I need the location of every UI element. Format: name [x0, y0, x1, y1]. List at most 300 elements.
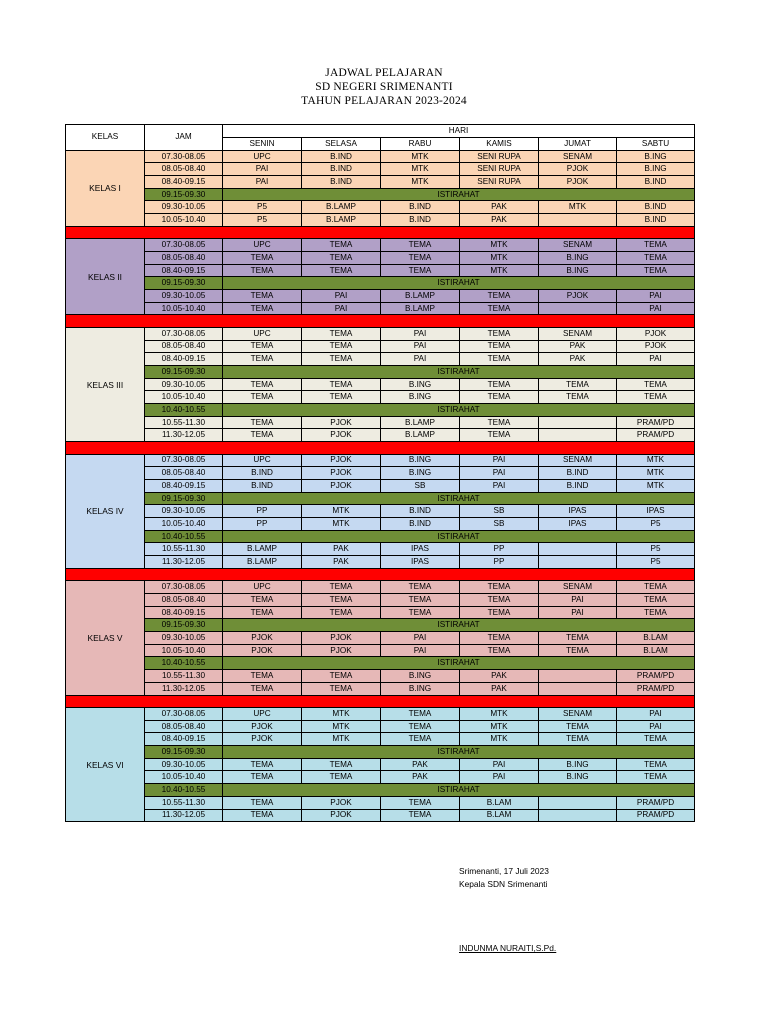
lesson-row [66, 758, 695, 771]
subject-cell [539, 796, 617, 809]
break-row [66, 746, 695, 759]
time-cell: 08.40-09.15 [145, 733, 223, 746]
subject-cell: PAI [460, 467, 539, 480]
subject-cell: UPC [223, 150, 302, 163]
subject-cell [539, 416, 617, 429]
subject-cell: TEMA [223, 758, 302, 771]
time-cell: 07.30-08.05 [145, 581, 223, 594]
title-line-2: SD NEGERI SRIMENANTI [315, 81, 453, 93]
subject-cell: PAI [617, 290, 695, 303]
subject-cell: PAI [460, 454, 539, 467]
subject-cell: PAI [381, 632, 460, 645]
subject-cell: TEMA [223, 290, 302, 303]
subject-cell: TEMA [223, 771, 302, 784]
lesson-row [66, 290, 695, 303]
time-cell: 10.55-11.30 [145, 796, 223, 809]
time-cell: 09.30-10.05 [145, 632, 223, 645]
lesson-row [66, 809, 695, 822]
time-cell: 08.40-09.15 [145, 353, 223, 366]
subject-cell: PAI [381, 353, 460, 366]
subject-cell: PAK [539, 340, 617, 353]
subject-cell: MTK [617, 480, 695, 493]
subject-cell: SENAM [539, 454, 617, 467]
subject-cell: MTK [460, 264, 539, 277]
subject-cell [539, 543, 617, 556]
time-cell: 07.30-08.05 [145, 454, 223, 467]
subject-cell: B.ING [381, 467, 460, 480]
time-cell: 11.30-12.05 [145, 809, 223, 822]
subject-cell: B.LAMP [302, 201, 381, 214]
time-cell: 09.15-09.30 [145, 492, 223, 505]
subject-cell: PAK [460, 201, 539, 214]
subject-cell: IPAS [539, 518, 617, 531]
time-cell: 09.30-10.05 [145, 290, 223, 303]
subject-cell: PJOK [223, 644, 302, 657]
time-cell: 09.15-09.30 [145, 746, 223, 759]
subject-cell: TEMA [460, 429, 539, 442]
subject-cell: TEMA [223, 429, 302, 442]
subject-cell: MTK [302, 518, 381, 531]
lesson-row [66, 454, 695, 467]
subject-cell [539, 429, 617, 442]
subject-cell: MTK [460, 239, 539, 252]
subject-cell: TEMA [539, 391, 617, 404]
separator-bar [66, 315, 695, 328]
subject-cell: B.ING [539, 758, 617, 771]
subject-cell: TEMA [539, 378, 617, 391]
subject-cell: PJOK [302, 796, 381, 809]
time-cell: 10.55-11.30 [145, 543, 223, 556]
subject-cell: TEMA [460, 327, 539, 340]
subject-cell: PAK [460, 670, 539, 683]
lesson-row [66, 340, 695, 353]
time-cell: 08.40-09.15 [145, 176, 223, 189]
subject-cell: IPAS [539, 505, 617, 518]
day-header: SENIN [223, 137, 302, 150]
lesson-row [66, 429, 695, 442]
subject-cell: TEMA [381, 594, 460, 607]
day-header: SELASA [302, 137, 381, 150]
subject-cell: SB [381, 480, 460, 493]
time-cell: 08.40-09.15 [145, 606, 223, 619]
subject-cell: B.LAMP [223, 543, 302, 556]
subject-cell: PRAM/PD [617, 429, 695, 442]
time-cell: 11.30-12.05 [145, 682, 223, 695]
subject-cell: PJOK [302, 454, 381, 467]
lesson-row [66, 353, 695, 366]
col-header-hari: HARI [223, 125, 695, 138]
subject-cell: B.LAMP [381, 302, 460, 315]
lesson-row [66, 733, 695, 746]
subject-cell: TEMA [302, 327, 381, 340]
time-cell: 08.40-09.15 [145, 264, 223, 277]
class-separator-row [66, 442, 695, 455]
subject-cell: PP [460, 556, 539, 569]
subject-cell: PAI [617, 353, 695, 366]
lesson-row [66, 391, 695, 404]
subject-cell: TEMA [302, 340, 381, 353]
time-cell: 10.05-10.40 [145, 644, 223, 657]
lesson-row [66, 581, 695, 594]
subject-cell: B.IND [381, 518, 460, 531]
subject-cell: PJOK [223, 733, 302, 746]
break-row [66, 277, 695, 290]
subject-cell: PRAM/PD [617, 416, 695, 429]
time-cell: 09.15-09.30 [145, 366, 223, 379]
time-cell: 07.30-08.05 [145, 239, 223, 252]
lesson-row [66, 163, 695, 176]
subject-cell: PAI [617, 708, 695, 721]
subject-cell: TEMA [460, 353, 539, 366]
subject-cell: PAK [381, 771, 460, 784]
subject-cell: TEMA [381, 708, 460, 721]
subject-cell: TEMA [381, 720, 460, 733]
break-label: ISTIRAHAT [223, 784, 695, 797]
break-label: ISTIRAHAT [223, 277, 695, 290]
subject-cell: TEMA [223, 809, 302, 822]
subject-cell: TEMA [302, 771, 381, 784]
subject-cell: MTK [302, 733, 381, 746]
subject-cell: PJOK [223, 632, 302, 645]
subject-cell: PAI [381, 644, 460, 657]
subject-cell: P5 [617, 518, 695, 531]
subject-cell: MTK [302, 708, 381, 721]
subject-cell: B.IND [302, 150, 381, 163]
lesson-row [66, 670, 695, 683]
subject-cell: IPAS [381, 543, 460, 556]
subject-cell: B.LAM [460, 796, 539, 809]
time-cell: 10.05-10.40 [145, 391, 223, 404]
time-cell: 09.30-10.05 [145, 505, 223, 518]
subject-cell: TEMA [460, 391, 539, 404]
subject-cell: MTK [302, 720, 381, 733]
break-row [66, 784, 695, 797]
subject-cell: TEMA [302, 252, 381, 265]
subject-cell: B.LAM [617, 632, 695, 645]
break-label: ISTIRAHAT [223, 746, 695, 759]
lesson-row [66, 606, 695, 619]
time-cell: 08.05-08.40 [145, 594, 223, 607]
subject-cell: B.ING [381, 378, 460, 391]
lesson-row [66, 594, 695, 607]
separator-bar [66, 442, 695, 455]
subject-cell: B.LAMP [381, 416, 460, 429]
subject-cell: B.IND [617, 176, 695, 189]
subject-cell: PAI [617, 302, 695, 315]
subject-cell: TEMA [617, 264, 695, 277]
signatory-position: Kepala SDN Srimenanti [459, 879, 548, 889]
subject-cell: TEMA [460, 340, 539, 353]
time-cell: 09.30-10.05 [145, 758, 223, 771]
subject-cell: PAK [302, 556, 381, 569]
lesson-row [66, 518, 695, 531]
subject-cell: IPAS [617, 505, 695, 518]
subject-cell: B.LAM [460, 809, 539, 822]
class-separator-row [66, 315, 695, 328]
subject-cell: B.ING [381, 670, 460, 683]
time-cell: 11.30-12.05 [145, 556, 223, 569]
signatory-name: INDUNMA NURAITI,S.Pd. [459, 943, 557, 953]
subject-cell: TEMA [617, 252, 695, 265]
class-name-cell: KELAS II [66, 239, 145, 315]
subject-cell: SB [460, 518, 539, 531]
subject-cell: TEMA [617, 758, 695, 771]
break-row [66, 188, 695, 201]
separator-bar [66, 695, 695, 708]
lesson-row [66, 556, 695, 569]
subject-cell: B.ING [539, 252, 617, 265]
class-name-cell: KELAS III [66, 327, 145, 441]
schedule-table [65, 124, 695, 822]
subject-cell: TEMA [302, 670, 381, 683]
subject-cell: PJOK [302, 632, 381, 645]
subject-cell: PJOK [302, 644, 381, 657]
title-line-1: JADWAL PELAJARAN [325, 67, 443, 79]
subject-cell: P5 [223, 214, 302, 227]
time-cell: 10.40-10.55 [145, 784, 223, 797]
lesson-row [66, 505, 695, 518]
subject-cell: PAI [539, 606, 617, 619]
subject-cell: MTK [460, 733, 539, 746]
subject-cell: UPC [223, 454, 302, 467]
break-row [66, 492, 695, 505]
title-line-3: TAHUN PELAJARAN 2023-2024 [301, 95, 467, 107]
subject-cell: B.ING [617, 150, 695, 163]
time-cell: 08.05-08.40 [145, 720, 223, 733]
subject-cell: PAI [539, 594, 617, 607]
break-row [66, 619, 695, 632]
subject-cell: SENAM [539, 581, 617, 594]
time-cell: 08.05-08.40 [145, 252, 223, 265]
subject-cell: PAK [539, 353, 617, 366]
subject-cell: TEMA [381, 733, 460, 746]
break-row [66, 366, 695, 379]
lesson-row [66, 543, 695, 556]
subject-cell: TEMA [617, 581, 695, 594]
subject-cell: P5 [617, 556, 695, 569]
subject-cell: B.IND [617, 214, 695, 227]
subject-cell: TEMA [381, 581, 460, 594]
col-header-jam: JAM [145, 125, 223, 151]
subject-cell: B.IND [381, 214, 460, 227]
break-label: ISTIRAHAT [223, 657, 695, 670]
subject-cell: TEMA [302, 606, 381, 619]
class-separator-row [66, 568, 695, 581]
subject-cell: SENI RUPA [460, 163, 539, 176]
subject-cell: MTK [460, 720, 539, 733]
lesson-row [66, 416, 695, 429]
subject-cell: TEMA [302, 581, 381, 594]
time-cell: 07.30-08.05 [145, 708, 223, 721]
subject-cell: TEMA [460, 416, 539, 429]
subject-cell: B.LAMP [302, 214, 381, 227]
lesson-row [66, 239, 695, 252]
subject-cell: MTK [381, 150, 460, 163]
subject-cell: PAI [302, 302, 381, 315]
subject-cell: PAI [617, 720, 695, 733]
subject-cell: SENAM [539, 327, 617, 340]
break-label: ISTIRAHAT [223, 404, 695, 417]
break-label: ISTIRAHAT [223, 366, 695, 379]
subject-cell: PAK [460, 682, 539, 695]
separator-bar [66, 568, 695, 581]
lesson-row [66, 176, 695, 189]
subject-cell: TEMA [223, 594, 302, 607]
time-cell: 11.30-12.05 [145, 429, 223, 442]
schedule-body [66, 125, 695, 822]
subject-cell [539, 809, 617, 822]
subject-cell: UPC [223, 239, 302, 252]
class-separator-row [66, 226, 695, 239]
lesson-row [66, 682, 695, 695]
time-cell: 10.55-11.30 [145, 416, 223, 429]
col-header-kelas: KELAS [66, 125, 145, 151]
subject-cell: TEMA [302, 758, 381, 771]
subject-cell: PAK [460, 214, 539, 227]
subject-cell: MTK [460, 708, 539, 721]
subject-cell: TEMA [302, 378, 381, 391]
lesson-row [66, 644, 695, 657]
subject-cell: PJOK [223, 720, 302, 733]
subject-cell: TEMA [460, 581, 539, 594]
subject-cell: PJOK [539, 163, 617, 176]
subject-cell: SB [460, 505, 539, 518]
subject-cell: B.ING [617, 163, 695, 176]
class-name-cell: KELAS IV [66, 454, 145, 568]
subject-cell: B.LAMP [381, 290, 460, 303]
time-cell: 08.05-08.40 [145, 163, 223, 176]
subject-cell: TEMA [460, 290, 539, 303]
subject-cell [539, 670, 617, 683]
subject-cell: SENAM [539, 150, 617, 163]
subject-cell: B.IND [223, 467, 302, 480]
subject-cell: B.IND [381, 201, 460, 214]
day-header: KAMIS [460, 137, 539, 150]
time-cell: 08.05-08.40 [145, 467, 223, 480]
place-date: Srimenanti, 17 Juli 2023 [459, 866, 549, 876]
break-row [66, 657, 695, 670]
subject-cell: TEMA [302, 682, 381, 695]
subject-cell: B.LAMP [223, 556, 302, 569]
break-label: ISTIRAHAT [223, 530, 695, 543]
lesson-row [66, 264, 695, 277]
subject-cell: TEMA [223, 252, 302, 265]
subject-cell: TEMA [381, 606, 460, 619]
lesson-row [66, 302, 695, 315]
subject-cell: PJOK [617, 340, 695, 353]
subject-cell: PAK [381, 758, 460, 771]
subject-cell: PJOK [302, 416, 381, 429]
subject-cell [539, 214, 617, 227]
time-cell: 07.30-08.05 [145, 150, 223, 163]
subject-cell: SENAM [539, 708, 617, 721]
subject-cell: PAI [460, 480, 539, 493]
time-cell: 08.40-09.15 [145, 480, 223, 493]
break-label: ISTIRAHAT [223, 619, 695, 632]
subject-cell: B.ING [381, 391, 460, 404]
subject-cell: PJOK [302, 429, 381, 442]
break-row [66, 530, 695, 543]
subject-cell: PJOK [302, 809, 381, 822]
class-separator-row [66, 695, 695, 708]
subject-cell: MTK [460, 252, 539, 265]
subject-cell: TEMA [617, 733, 695, 746]
subject-cell: TEMA [460, 594, 539, 607]
subject-cell: B.LAMP [381, 429, 460, 442]
subject-cell: IPAS [381, 556, 460, 569]
subject-cell: B.IND [539, 480, 617, 493]
subject-cell: TEMA [223, 796, 302, 809]
subject-cell: SENAM [539, 239, 617, 252]
subject-cell: TEMA [617, 594, 695, 607]
subject-cell: TEMA [223, 682, 302, 695]
subject-cell: B.ING [381, 454, 460, 467]
break-row [66, 404, 695, 417]
subject-cell: PP [223, 505, 302, 518]
subject-cell: MTK [302, 505, 381, 518]
subject-cell: TEMA [223, 606, 302, 619]
class-name-cell: KELAS V [66, 581, 145, 695]
subject-cell: TEMA [223, 416, 302, 429]
subject-cell: MTK [381, 176, 460, 189]
lesson-row [66, 708, 695, 721]
time-cell: 10.40-10.55 [145, 530, 223, 543]
subject-cell: UPC [223, 708, 302, 721]
subject-cell: TEMA [223, 340, 302, 353]
break-label: ISTIRAHAT [223, 188, 695, 201]
subject-cell: B.IND [381, 505, 460, 518]
lesson-row [66, 252, 695, 265]
subject-cell: TEMA [381, 252, 460, 265]
lesson-row [66, 378, 695, 391]
header-row [66, 125, 695, 138]
time-cell: 08.05-08.40 [145, 340, 223, 353]
subject-cell: PAI [381, 340, 460, 353]
subject-cell: PAI [223, 163, 302, 176]
subject-cell: PRAM/PD [617, 682, 695, 695]
time-cell: 09.30-10.05 [145, 378, 223, 391]
time-cell: 09.15-09.30 [145, 188, 223, 201]
subject-cell: TEMA [539, 644, 617, 657]
subject-cell [539, 302, 617, 315]
subject-cell: TEMA [539, 632, 617, 645]
subject-cell: B.LAM [617, 644, 695, 657]
lesson-row [66, 720, 695, 733]
subject-cell: PJOK [539, 176, 617, 189]
time-cell: 09.15-09.30 [145, 619, 223, 632]
day-header: JUMAT [539, 137, 617, 150]
time-cell: 10.40-10.55 [145, 404, 223, 417]
subject-cell: PAI [460, 758, 539, 771]
subject-cell: TEMA [539, 733, 617, 746]
subject-cell: TEMA [617, 239, 695, 252]
subject-cell: TEMA [617, 771, 695, 784]
subject-cell: B.ING [539, 771, 617, 784]
time-cell: 10.40-10.55 [145, 657, 223, 670]
lesson-row [66, 150, 695, 163]
subject-cell: PP [223, 518, 302, 531]
subject-cell: TEMA [381, 796, 460, 809]
time-cell: 10.05-10.40 [145, 518, 223, 531]
subject-cell: TEMA [223, 378, 302, 391]
subject-cell: TEMA [460, 378, 539, 391]
subject-cell [539, 682, 617, 695]
subject-cell: TEMA [381, 809, 460, 822]
subject-cell: TEMA [460, 606, 539, 619]
subject-cell: PAI [460, 771, 539, 784]
subject-cell: PAK [302, 543, 381, 556]
subject-cell: PRAM/PD [617, 796, 695, 809]
